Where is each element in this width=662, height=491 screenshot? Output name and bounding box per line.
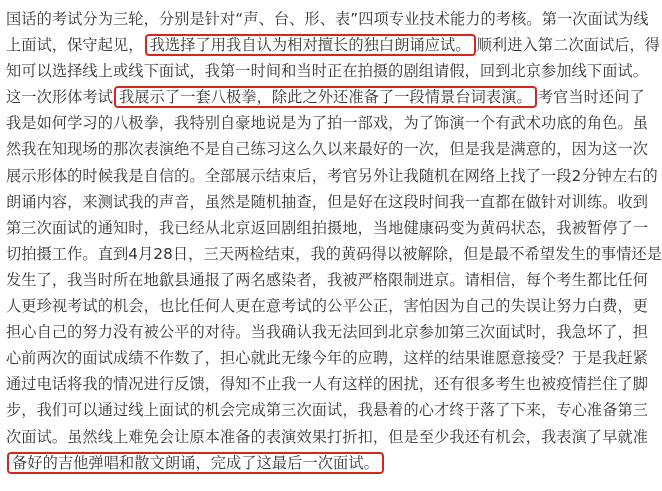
text-segment: 上面试，保守起见， <box>6 36 144 55</box>
text-segment: 切拍摄工作。直到4月28日，三天两检结束，我的黄码得以被解除，但是最不希望发生的事情还是 <box>6 244 662 263</box>
highlighted-phrase: 我展示了一套八极拳，除此之外还准备了一段情景台词表演。 <box>114 86 537 108</box>
text-line <box>6 58 649 84</box>
text-line <box>6 110 649 136</box>
text-segment: 然我在知现场的那次表演绝不是自己练习这么久以来最好的一次，但是我是满意的，因为这一次 <box>6 140 649 159</box>
text-line <box>6 241 662 267</box>
text-line <box>6 6 649 32</box>
text-segment: 人更珍视考试的机会，也比任何人更在意考试的公平公正，害怕因为自己的失误让努力白费，更 <box>6 297 649 316</box>
text-segment: 展示形体的时候我是自信的。全部展示结束后，考官另外让我随机在网络上找了一段2分钟左右的 <box>6 166 658 185</box>
text-segment: 次面试。虽然线上难免会让原本准备的表演效果打折扣，但是至少我还有机会，我表演了早就准 <box>6 427 649 446</box>
highlighted-phrase: 我选择了用我自认为相对擅长的独白朗诵应试。 <box>145 34 476 56</box>
text-line <box>6 215 649 241</box>
text-segment: 这一次形体考试 <box>6 88 114 107</box>
text-segment: 步，我们可以通过线上面试的机会完成第三次面试，我悬着的心才终于落了下来，专心准备第三 <box>6 401 649 420</box>
text-segment: 知可以选择线上或线下面试，我第一时间和当时正在拍摄的剧组请假，回到北京参加线下面试。 <box>6 62 649 81</box>
text-line <box>6 371 649 397</box>
highlighted-phrase: 备好的吉他弹唱和散文朗诵，完成了这最后一次面试。 <box>7 452 384 474</box>
text-segment: 担心自己的努力没有被公平的对待。当我确认我无法回到北京参加第三次面试时，我急坏了，担 <box>6 323 649 342</box>
text-line <box>6 397 649 423</box>
text-segment: 第三次面试的通知时，我已经从北京返回剧组拍摄地，当地健康码变为黄码状态，我被暂停了一 <box>6 218 649 237</box>
text-line <box>6 84 645 110</box>
text-line <box>6 450 632 476</box>
text-segment: 考官当时还问了 <box>537 88 645 107</box>
text-line <box>6 424 649 450</box>
text-line <box>6 189 649 215</box>
text-line <box>6 32 661 58</box>
text-segment: 发生了，我当时所在地歙县通报了两名感染者，我被严格限制进京。请相信，每个考生都比任何 <box>6 270 649 289</box>
text-segment: 国话的考试分为三轮，分别是针对“声、台、形、表”四项专业技术能力的考核。第一次面试为线 <box>6 10 649 28</box>
text-line <box>6 293 649 319</box>
text-segment: 顺利进入第二次面试后，得 <box>476 36 661 55</box>
text-line <box>6 163 658 189</box>
text-segment: 我是如何学习的八极拳，我特别自豪地说是为了拍一部戏，为了饰演一个有武术功底的角色。虽 <box>6 114 649 133</box>
text-segment: 朗诵内容，来测试我的声音，虽然是随机抽查，但是好在这段时间我一直都在做针对训练。收到 <box>6 192 649 211</box>
text-line <box>6 345 649 371</box>
text-segment: 心前两次的面试成绩不作数了，担心就此无缘今年的应聘，这样的结果谁愿意接受？于是我赶紧 <box>6 349 649 368</box>
text-line <box>6 319 649 345</box>
text-line <box>6 136 649 162</box>
text-line <box>6 267 649 293</box>
text-segment: 通过电话将我的情况进行反馈，得知不止我一人有这样的困扰，还有很多考生也被疫情拦住了脚 <box>6 375 649 394</box>
